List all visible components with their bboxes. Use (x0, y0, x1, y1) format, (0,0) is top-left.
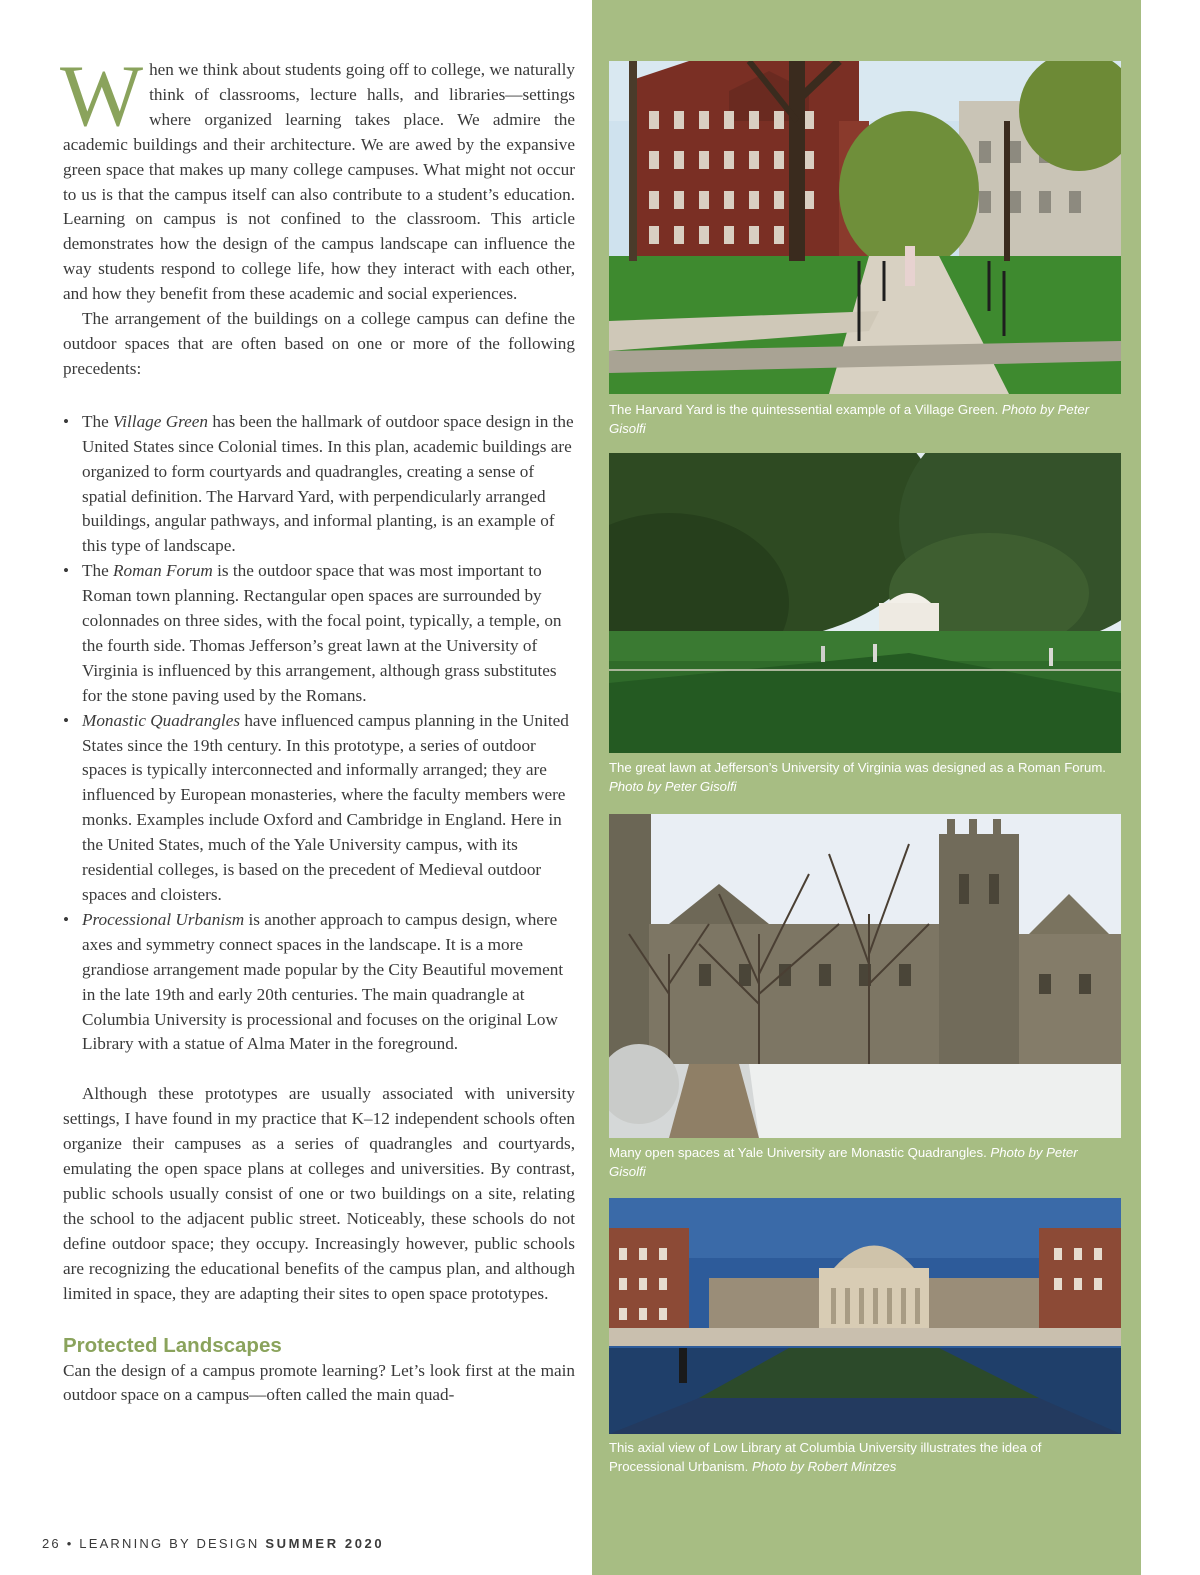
bullet-text: has been the hallmark of outdoor space design in the United States since Colonial times. In this plan, academic buildings are organized to form courtyards and quadrangles, creating a sense of spatial definition. The Harvard Yard, with perpendicularly arranged buildings, angular pathways, and informal planting, is an example of this type of landscape. (82, 411, 574, 556)
article-body (60, 48, 575, 1408)
caption-text: The great lawn at Jefferson’s University of Virginia was designed as a Roman Forum. (609, 760, 1106, 775)
list-item (63, 908, 575, 1057)
intro-paragraph (60, 48, 575, 307)
issue-label: SUMMER 2020 (265, 1536, 385, 1551)
intro-text: hen we think about students going off to college, we naturally think of classrooms, lecture halls, and libraries—settings where organized learning takes place. We admire the academic buildings and their architecture. We are awed by the expansive green space that makes up many college campuses. What might not occur to us is that the campus itself can also contribute to a student’s education. Learning on campus is not confined to the classroom. This article demonstrates how the design of the campus landscape can influence the way students respond to college life, how they interact with each other, and how they benefit from these academic and social experiences. (63, 60, 575, 304)
bullet-mark: • (63, 710, 70, 730)
caption-text: Many open spaces at Yale University are Monastic Quadrangles. (609, 1145, 987, 1160)
photo-credit: Photo by Peter Gisolfi (609, 402, 1090, 436)
precedents-list (63, 410, 575, 1058)
bullet-mark: • (63, 411, 70, 431)
bullet-mark: • (63, 561, 70, 581)
columbia-caption (609, 1439, 1109, 1476)
protected-landscapes-paragraph: Can the design of a campus promote learning? Let’s look first at the main outdoor space on a campus—often called the main quad- (63, 1360, 575, 1405)
list-item (63, 410, 575, 559)
caption-text: The Harvard Yard is the quintessential example of a Village Green. (609, 402, 999, 417)
footer-separator: • (66, 1536, 74, 1551)
harvard-yard-photo (609, 61, 1121, 394)
bullet-text: have influenced campus planning in the United States since the 19th century. In this prototype, a series of outdoor spaces is typically interconnected and informally arranged; they are influenced by European monasteries, where the faculty members were monks. Examples include Oxford and Cambridge in England. Here in the United States, much of the Yale University campus, with its residential colleges, is based on the precedent of Medieval outdoor spaces and cloisters. (82, 710, 569, 904)
yale-quadrangle-photo (609, 814, 1121, 1138)
photo-credit: Photo by Peter Gisolfi (609, 778, 737, 794)
bullet-term: Roman Forum (113, 561, 213, 581)
bullet-text: is the outdoor space that was most important to Roman town planning. Rectangular open spaces are surrounded by colonnades on three sides, with the focal point, typically, a temple, on the fourth side. Thomas Jefferson’s great lawn at the University of Virginia is influenced by this arrangement, although grass substitutes for the stone paving used by the Romans. (82, 561, 562, 705)
list-item (63, 559, 575, 708)
photo-credit: Photo by Robert Mintzes (751, 1458, 897, 1474)
yale-quadrangle-caption (609, 1144, 1109, 1181)
bullet-lead: The (82, 411, 109, 431)
list-item (63, 709, 575, 908)
bullet-text: is another approach to campus design, where axes and symmetry connect spaces in the landscape. It is a more grandiose arrangement made popular by the City Beautiful movement in the late 19th and early 20th centuries. The main quadrangle at Columbia University is processional and focuses on the original Low Library with a statue of Alma Mater in the foreground. (82, 909, 564, 1054)
drop-cap: W (60, 48, 144, 145)
prototypes-paragraph: Although these prototypes are usually associated with university settings, I have found in my practice that K–12 independent schools often organize their campuses as a series of quadrangles and courtyards, emulating the open space plans at colleges and universities. By contrast, public schools usually consist of one or two buildings on a site, relating the school to the adjacent public street. Noticeably, these schools do not define outdoor space; they occupy. Increasingly however, public schools are recognizing the educational benefits of the campus plan, and although limited in space, they are adapting their sites to open space prototypes. (63, 1084, 575, 1303)
page-footer (42, 1536, 384, 1551)
bullet-mark: • (63, 909, 70, 929)
harvard-yard-caption (609, 401, 1109, 438)
columbia-low-library-photo (609, 1198, 1121, 1434)
page-number: 26 (42, 1536, 61, 1551)
photo-credit: Photo by Peter Gisolfi (609, 1145, 1078, 1179)
bullet-term: Monastic Quadrangles (82, 710, 241, 730)
bullet-term: Village Green (113, 411, 209, 431)
uva-lawn-caption (609, 759, 1109, 796)
uva-lawn-photo (609, 453, 1121, 753)
precedents-paragraph: The arrangement of the buildings on a college campus can define the outdoor spaces that are often based on one or more of the following precedents: (63, 309, 575, 378)
bullet-lead: The (82, 561, 109, 581)
caption-text: This axial view of Low Library at Columbia University illustrates the idea of Processional Urbanism. (609, 1440, 1042, 1474)
photo-sidebar (592, 0, 1141, 1575)
publication-name: LEARNING BY DESIGN (79, 1536, 260, 1551)
bullet-term: Processional Urbanism (82, 909, 245, 929)
section-heading: Protected Landscapes (63, 1333, 282, 1357)
